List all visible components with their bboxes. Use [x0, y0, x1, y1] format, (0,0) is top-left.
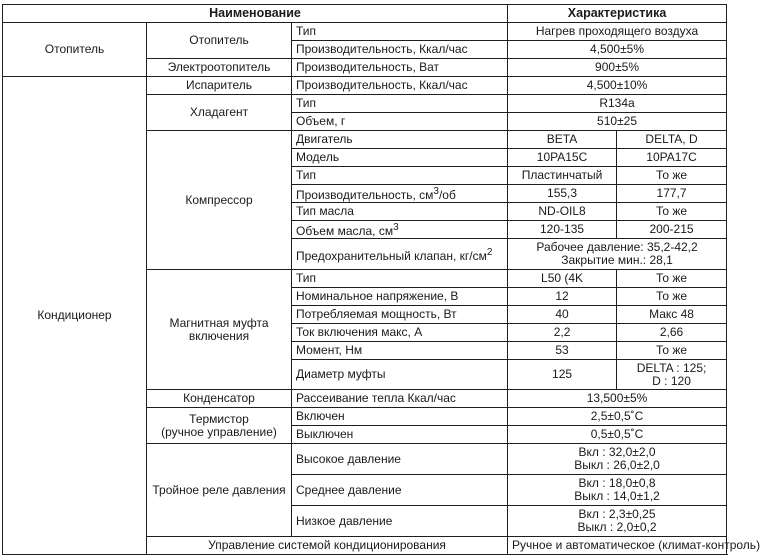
- relay-off: Выкл : 26,0±2,0: [574, 458, 660, 472]
- param-label: Объем, г: [292, 113, 508, 131]
- param-label-text: Предохранительный клапан, кг/см: [296, 248, 487, 263]
- param-label: Тип: [292, 95, 508, 113]
- value-col-b: 2,66: [617, 324, 727, 342]
- table-row: [3, 23, 727, 41]
- param-label-text: Объем масла, см: [296, 224, 394, 238]
- table-row: [3, 77, 727, 95]
- param-value: 4,500±10%: [508, 77, 727, 95]
- param-label: Потребляемая мощность, Вт: [292, 306, 508, 324]
- value-col-b: [617, 360, 727, 390]
- table-header-row: [3, 5, 727, 23]
- param-label: Рассеивание тепла Ккал/час: [292, 390, 508, 408]
- valve-closing-min: Закрытие мин.: 28,1: [561, 253, 673, 267]
- value-col-a: 2,2: [508, 324, 617, 342]
- param-label: Производительность, Ват: [292, 59, 508, 77]
- value-col-a: 125: [508, 360, 617, 390]
- value-col-b: То же: [617, 288, 727, 306]
- diameter-d: D : 120: [652, 373, 691, 388]
- value-col-b: Макс 48: [617, 306, 727, 324]
- value-col-a: 120-135: [508, 221, 617, 239]
- unit-superscript: 3: [393, 222, 399, 233]
- unit-superscript: 2: [486, 246, 493, 258]
- param-value: [508, 506, 727, 537]
- sub-electro-heater: Электроотопитель: [147, 59, 292, 77]
- param-label: Тип: [292, 23, 508, 41]
- sub-label-line: Термистор: [189, 411, 249, 426]
- param-value: 4,500±5%: [508, 41, 727, 59]
- param-value: R134a: [508, 95, 727, 113]
- sub-compressor: Компрессор: [147, 131, 292, 270]
- sub-label-line: Магнитная муфта: [169, 315, 269, 330]
- param-label: [292, 239, 508, 270]
- value-col-b: DELTA, D: [617, 131, 727, 149]
- value-col-b: То же: [617, 342, 727, 360]
- param-value: 900±5%: [508, 59, 727, 77]
- value-col-a: 53: [508, 342, 617, 360]
- relay-off: Выкл : 14,0±1,2: [574, 489, 660, 503]
- param-label-text: Производительность, см: [296, 188, 434, 202]
- sub-evaporator: Испаритель: [147, 77, 292, 95]
- sub-heater: Отопитель: [147, 23, 292, 59]
- param-label: [292, 221, 508, 239]
- relay-on: Вкл : 32,0±2,0: [578, 445, 656, 459]
- param-label: Производительность, Ккал/час: [292, 77, 508, 95]
- sub-magnetic-clutch: [147, 270, 292, 390]
- param-value: [508, 444, 727, 475]
- param-label: Модель: [292, 149, 508, 167]
- value-col-a: 12: [508, 288, 617, 306]
- value-col-a: ND-OIL8: [508, 203, 617, 221]
- param-label: Выключен: [292, 426, 508, 444]
- value-col-b: 200-215: [617, 221, 727, 239]
- value-col-a: BETA: [508, 131, 617, 149]
- param-label: Среднее давление: [292, 475, 508, 506]
- relay-off: Выкл : 2,0±0,2: [577, 520, 657, 534]
- sub-condenser: Конденсатор: [147, 390, 292, 408]
- value-col-a: 40: [508, 306, 617, 324]
- param-label: Высокое давление: [292, 444, 508, 475]
- param-label: Номинальное напряжение, В: [292, 288, 508, 306]
- value-col-a: Пластинчатый: [508, 167, 617, 185]
- param-label: [292, 185, 508, 203]
- param-value: 0,5±0,5˚C: [508, 426, 727, 444]
- relay-on: Вкл : 18,0±0,8: [578, 476, 656, 490]
- control-system-value: Ручное и автоматическое (климат-контроль): [508, 537, 727, 555]
- header-name: Наименование: [3, 5, 508, 23]
- value-col-a: L50 (4K: [508, 270, 617, 288]
- value-col-b: То же: [617, 167, 727, 185]
- param-label: Включен: [292, 408, 508, 426]
- valve-working-pressure: Рабочее давление: 35,2-42,2: [536, 240, 698, 254]
- param-label: Тип: [292, 167, 508, 185]
- unit-superscript: 3: [433, 186, 439, 197]
- value-col-b: 177,7: [617, 185, 727, 203]
- param-label: Двигатель: [292, 131, 508, 149]
- param-label: Момент, Нм: [292, 342, 508, 360]
- param-label: Низкое давление: [292, 506, 508, 537]
- diameter-delta: DELTA : 125;: [636, 360, 707, 375]
- param-value: Нагрев проходящего воздуха: [508, 23, 727, 41]
- value-col-b: То же: [617, 270, 727, 288]
- value-col-b: То же: [617, 203, 727, 221]
- param-value: 13,500±5%: [508, 390, 727, 408]
- value-col-b: 10PA17C: [617, 149, 727, 167]
- group-conditioner: Кондиционер: [3, 77, 147, 555]
- sub-label-line: включения: [188, 328, 250, 343]
- param-value: [508, 475, 727, 506]
- param-label-suffix: /об: [438, 188, 456, 202]
- param-label: Тип масла: [292, 203, 508, 221]
- sub-refrigerant: Хладагент: [147, 95, 292, 131]
- header-spec: Характеристика: [508, 5, 727, 23]
- value-col-a: 155,3: [508, 185, 617, 203]
- param-value: [508, 239, 727, 270]
- sub-thermistor: [147, 408, 292, 444]
- control-system-label: Управление системой кондиционирования: [147, 537, 508, 555]
- group-heater: Отопитель: [3, 23, 147, 77]
- sub-label-line: (ручное управление): [161, 424, 277, 439]
- value-col-a: 10PA15C: [508, 149, 617, 167]
- relay-on: Вкл : 2,3±0,25: [578, 507, 656, 521]
- spec-table: [2, 4, 760, 555]
- sub-pressure-relay: Тройное реле давления: [147, 444, 292, 537]
- param-label: Диаметр муфты: [292, 360, 508, 390]
- param-value: 510±25: [508, 113, 727, 131]
- param-value: 2,5±0,5˚C: [508, 408, 727, 426]
- param-label: Производительность, Ккал/час: [292, 41, 508, 59]
- param-label: Ток включения макс, А: [292, 324, 508, 342]
- param-label: Тип: [292, 270, 508, 288]
